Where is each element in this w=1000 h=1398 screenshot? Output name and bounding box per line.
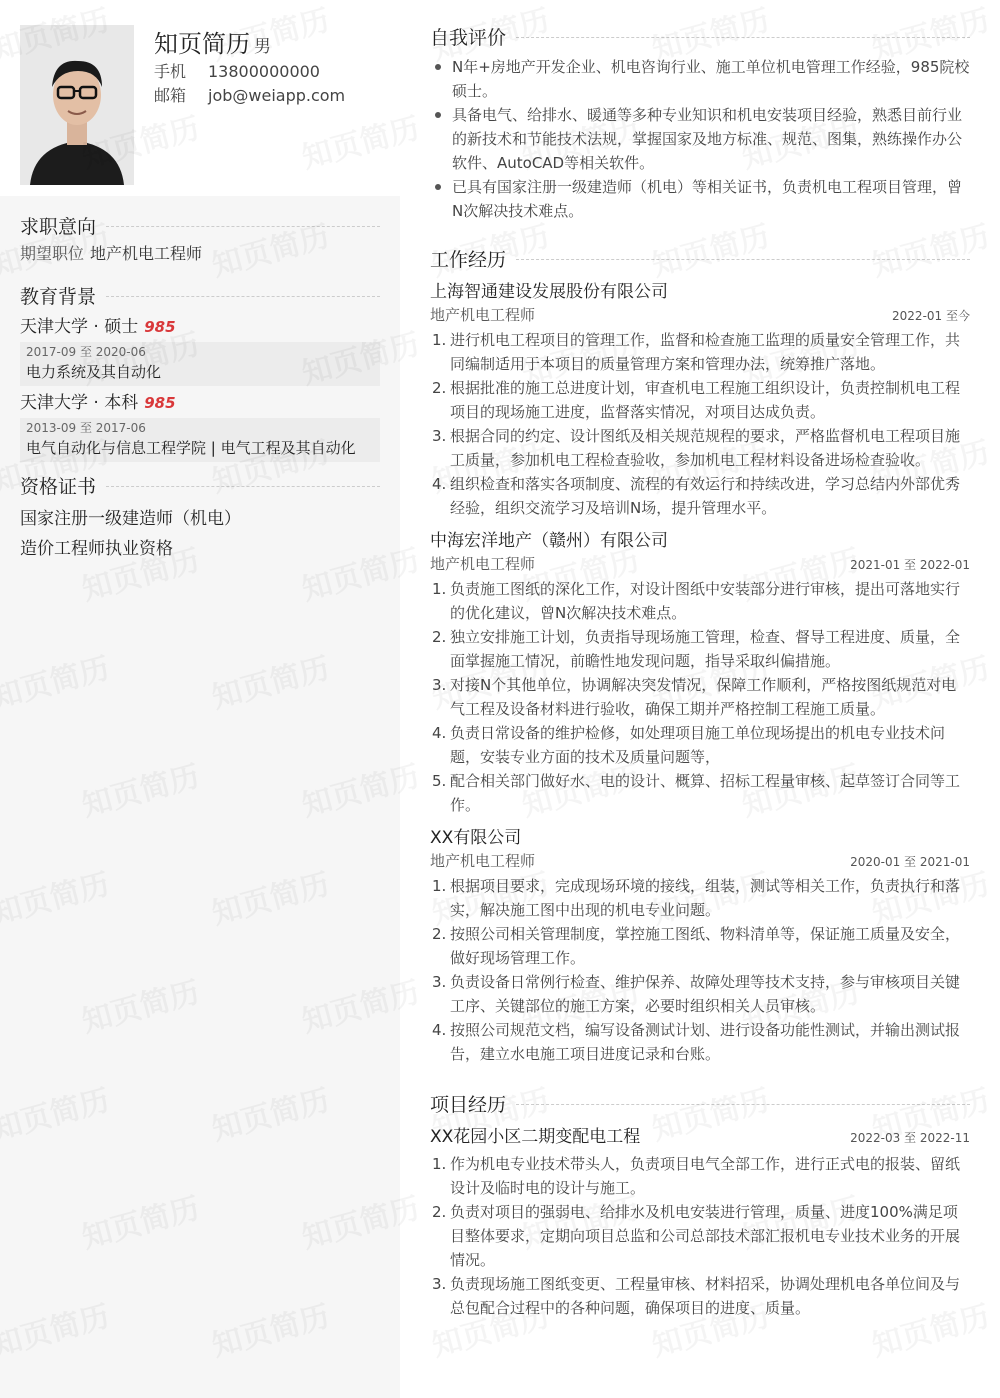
edu-school: 天津大学 · 硕士 bbox=[20, 317, 139, 337]
self-eval-list bbox=[430, 55, 970, 223]
list-item: 3. 负责现场施工图纸变更、工程量审核、材料招采，协调处理机电各单位间及与总包配合过程中的各种问题，确保项目的进度、质量。 bbox=[432, 1275, 961, 1317]
candidate-name: 知页简历 bbox=[154, 30, 250, 58]
avatar bbox=[20, 25, 134, 185]
section-self-eval bbox=[430, 21, 970, 51]
project-date: 2022-03 至 2022-11 bbox=[850, 1131, 970, 1145]
list-item: 2. 按照公司相关管理制度，掌控施工图纸、物料清单等，保证施工质量及安全，做好现场管理工作。 bbox=[432, 925, 961, 967]
list-item: 已具有国家注册一级建造师（机电）等相关证书，负责机电工程项目管理，曾N次解决技术难点。 bbox=[430, 175, 970, 223]
edu-detail bbox=[20, 418, 380, 462]
email-label: 邮箱 bbox=[154, 86, 187, 105]
job-role: 地产机电工程师 bbox=[430, 852, 536, 870]
edu-school: 天津大学 · 本科 bbox=[20, 393, 139, 413]
list-item: 2. 独立安排施工计划，负责指导现场施工管理，检查、督导工程进度、质量，全面掌握施工情况，前瞻性地发现问题，指导采取纠偏措施。 bbox=[432, 628, 961, 670]
company-name: 中海宏洋地产（赣州）有限公司 bbox=[430, 531, 668, 551]
education-item bbox=[20, 390, 380, 462]
job-date: 2021-01 至 2022-01 bbox=[850, 558, 970, 572]
intent-row bbox=[20, 242, 380, 266]
candidate-gender: 男 bbox=[254, 37, 271, 57]
right-column bbox=[430, 21, 970, 1320]
badge-985: 985 bbox=[144, 318, 176, 336]
list-item: 5. 配合相关部门做好水、电的设计、概算、招标工程量审核、起草签订合同等工作。 bbox=[432, 772, 961, 814]
list-item: 具备电气、给排水、暖通等多种专业知识和机电安装项目经验，熟悉目前行业的新技术和节能技术法规，掌握国家及地方标准、规范、图集，熟练操作办公软件、AutoCAD等相关软件。 bbox=[430, 103, 970, 175]
profile-header bbox=[154, 24, 345, 107]
job-role: 地产机电工程师 bbox=[430, 306, 536, 324]
company-name: XX有限公司 bbox=[430, 828, 522, 848]
work-item bbox=[430, 528, 970, 817]
email-row bbox=[154, 84, 345, 107]
work-item bbox=[430, 825, 970, 1066]
divider bbox=[516, 1104, 970, 1105]
project-item bbox=[430, 1124, 970, 1320]
intent-label: 期望职位 bbox=[20, 244, 85, 263]
edu-major: 电气自动化与信息工程学院 | 电气工程及其自动化 bbox=[26, 439, 356, 457]
section-certs bbox=[20, 470, 380, 500]
work-item bbox=[430, 279, 970, 520]
list-item: 3. 对接N个其他单位，协调解决突发情况，保障工作顺利，严格按图纸规范对电气工程及设备材料进行验收，确保工期并严格控制工程施工质量。 bbox=[432, 676, 957, 718]
duty-list bbox=[430, 328, 970, 520]
edu-date: 2013-09 至 2017-06 bbox=[26, 421, 146, 435]
left-column bbox=[20, 210, 380, 564]
cert-item: 造价工程师执业资格 bbox=[20, 539, 173, 559]
section-title: 资格证书 bbox=[20, 475, 97, 498]
duty-list bbox=[430, 577, 970, 817]
phone-row bbox=[154, 60, 345, 83]
section-title: 教育背景 bbox=[20, 285, 97, 308]
list-item: 2. 根据批准的施工总进度计划，审查机电工程施工组织设计，负责控制机电工程项目的现场施工进度，监督落实情况，对项目达成负责。 bbox=[432, 379, 961, 421]
list-item: 1. 根据项目要求，完成现场环境的接线，组装，测试等相关工作，负责执行和落实，解决施工图中出现的机电专业问题。 bbox=[432, 877, 961, 919]
cert-item: 国家注册一级建造师（机电） bbox=[20, 509, 241, 529]
section-title: 工作经历 bbox=[430, 248, 507, 271]
list-item: N年+房地产开发企业、机电咨询行业、施工单位机电管理工作经验，985院校硕士。 bbox=[430, 55, 970, 103]
list-item: 1. 进行机电工程项目的管理工作，监督和检查施工监理的质量安全管理工作，共同编制适用于本项目的质量管理方案和管理办法，统筹推广落地。 bbox=[432, 331, 961, 373]
list-item: 4. 按照公司规范文档，编写设备测试计划、进行设备功能性测试，并输出测试报告，建立水电施工项目进度记录和台账。 bbox=[432, 1021, 961, 1063]
divider bbox=[106, 226, 380, 227]
list-item: 3. 根据合同的约定、设计图纸及相关规范规程的要求，严格监督机电工程项目施工质量，参加机电工程检查验收，参加机电工程材料设备进场检查验收。 bbox=[432, 427, 961, 469]
edu-major: 电力系统及其自动化 bbox=[26, 363, 162, 381]
intent-value: 地产机电工程师 bbox=[90, 244, 203, 263]
list-item: 1. 负责施工图纸的深化工作，对设计图纸中安装部分进行审核，提出可落地实行的优化建议，曾N次解决技术难点。 bbox=[432, 580, 961, 622]
phone-label: 手机 bbox=[154, 62, 187, 81]
section-title: 求职意向 bbox=[20, 215, 97, 238]
phone-value: 13800000000 bbox=[208, 62, 320, 81]
section-education bbox=[20, 280, 380, 310]
list-item: 3. 负责设备日常例行检查、维护保养、故障处理等技术支持，参与审核项目关键工序、关键部位的施工方案，必要时组织相关人员审核。 bbox=[432, 973, 961, 1015]
edu-detail bbox=[20, 342, 380, 386]
job-role: 地产机电工程师 bbox=[430, 555, 536, 573]
email-value: job@weiapp.com bbox=[208, 86, 346, 105]
list-item: 2. 负责对项目的强弱电、给排水及机电安装进行管理，质量、进度100%满足项目整体要求，定期向项目总监和公司总部技术部汇报机电专业技术业务的开展情况。 bbox=[432, 1203, 961, 1269]
job-date: 2020-01 至 2021-01 bbox=[850, 855, 970, 869]
education-item bbox=[20, 314, 380, 386]
divider bbox=[106, 296, 380, 297]
section-work bbox=[430, 243, 970, 273]
edu-date: 2017-09 至 2020-06 bbox=[26, 345, 146, 359]
badge-985: 985 bbox=[144, 394, 176, 412]
divider bbox=[516, 37, 970, 38]
company-name: 上海智通建设发展股份有限公司 bbox=[430, 282, 668, 302]
section-intent bbox=[20, 210, 380, 240]
list-item: 4. 负责日常设备的维护检修，如处理项目施工单位现场提出的机电专业技术问题，安装专业方面的技术及质量问题等， bbox=[432, 724, 946, 766]
duty-list bbox=[430, 874, 970, 1066]
section-title: 项目经历 bbox=[430, 1093, 507, 1116]
watermark bbox=[296, 103, 423, 177]
section-projects bbox=[430, 1088, 970, 1118]
list-item: 1. 作为机电专业技术带头人，负责项目电气全部工作，进行正式电的报装、留纸设计及临时电的设计与施工。 bbox=[432, 1155, 961, 1197]
section-title: 自我评价 bbox=[430, 26, 507, 49]
divider bbox=[106, 486, 380, 487]
list-item: 4. 组织检查和落实各项制度、流程的有效运行和持续改进，学习总结内外部优秀经验，组织交流学习及培训N场，提升管理水平。 bbox=[432, 475, 961, 517]
duty-list bbox=[430, 1152, 970, 1320]
job-date: 2022-01 至今 bbox=[892, 309, 970, 323]
project-name: XX花园小区二期变配电工程 bbox=[430, 1127, 641, 1147]
divider bbox=[516, 259, 970, 260]
